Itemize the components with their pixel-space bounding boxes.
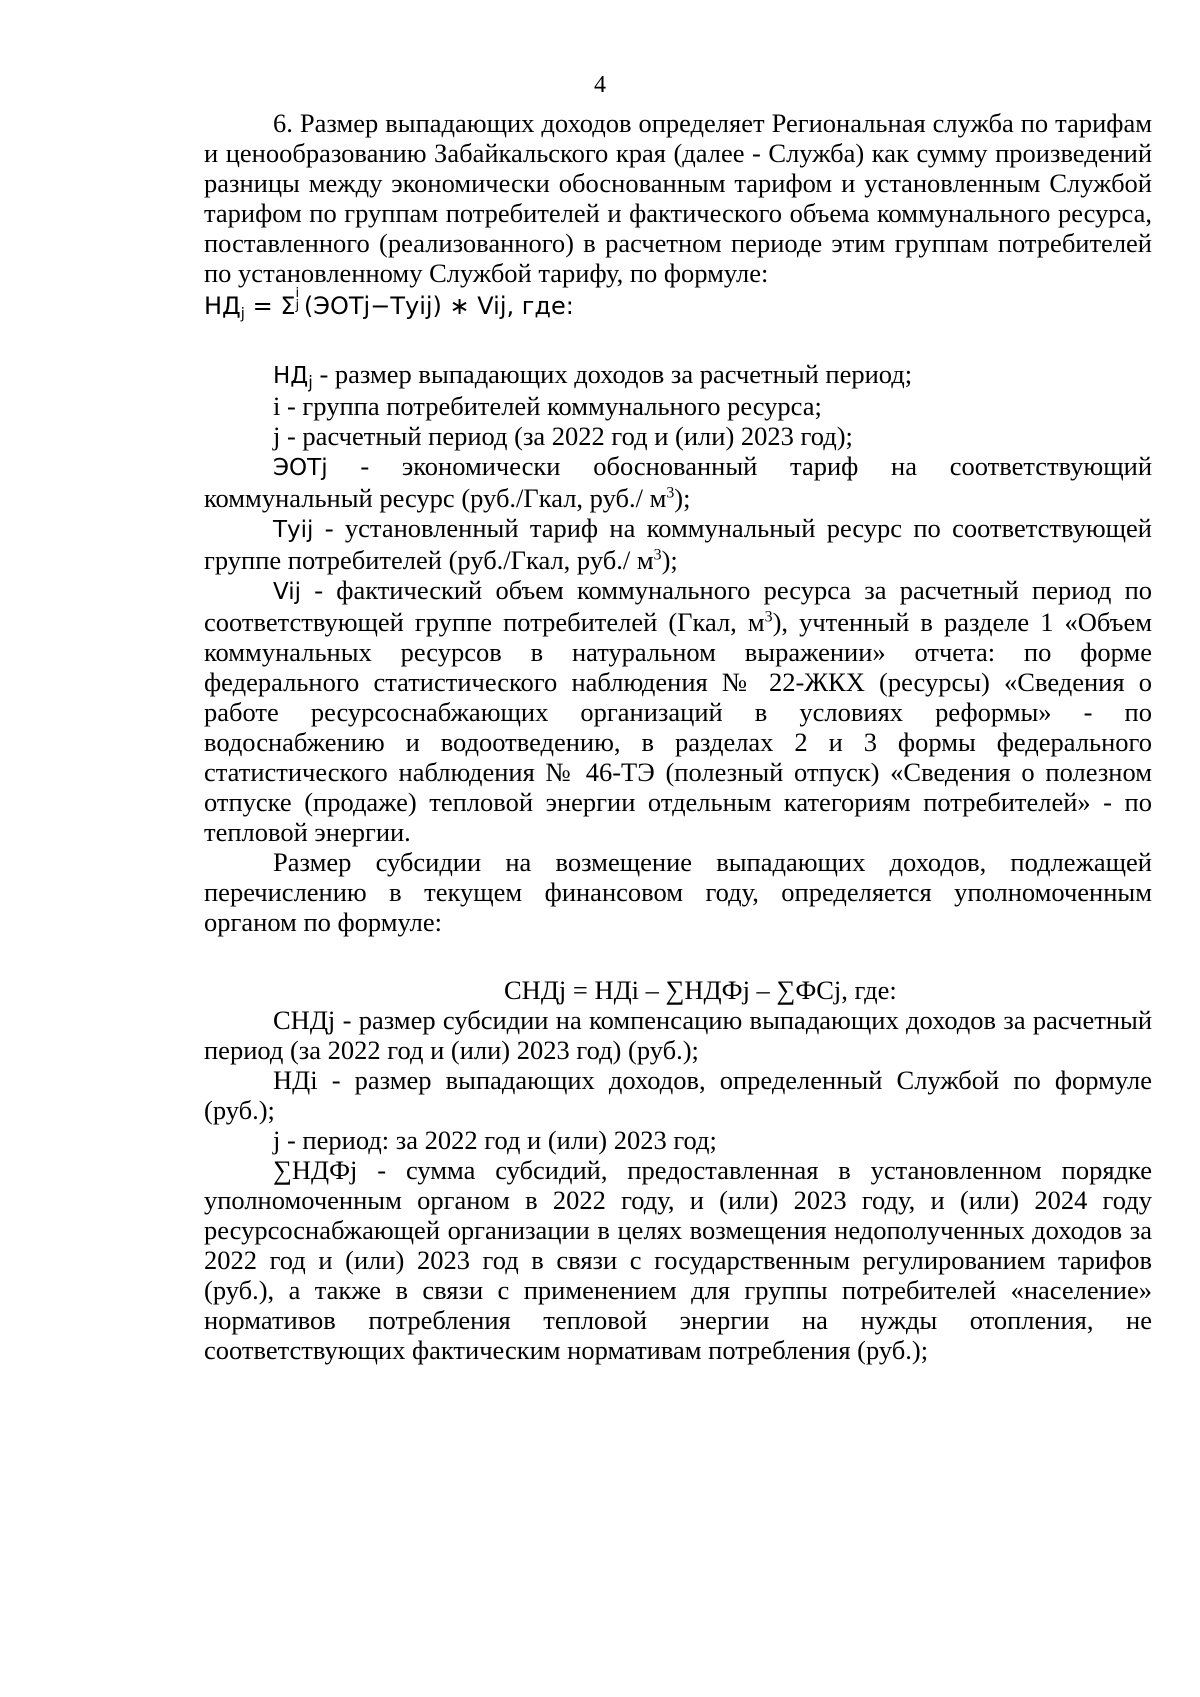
definition-v-symbol: Vij <box>273 579 302 605</box>
definition-snd: СНДj - размер субсидии на компенсацию выпадающих доходов за расчетный период (за 2022 год и (или) 2023 год) (руб.); <box>204 1005 1152 1065</box>
definition-eot-text-end: ); <box>674 483 691 513</box>
definition-tu-text: - установленный тариф на коммунальный ресурс по соответствующей группе потребителей (руб./Гкал, руб./ м <box>204 513 1152 575</box>
spacer <box>204 937 1152 975</box>
definition-period-j: j - период: за 2022 год и (или) 2023 год; <box>273 1125 717 1155</box>
definition-nd-symbol-sub: j <box>308 372 313 392</box>
definition-nd-text: - размер выпадающих доходов за расчетный период; <box>312 359 913 389</box>
page-number: 4 <box>594 72 606 98</box>
formula-nd-body: (ЭОТj−Тyij) ∗ Vij, где: <box>303 292 574 320</box>
definition-eot <box>204 451 1152 513</box>
definition-tu-text-end: ); <box>661 545 678 575</box>
definition-i: i - группа потребителей коммунального ресурса; <box>273 391 822 421</box>
definition-v-text-end: ), учтенный в разделе 1 «Объем коммунальных ресурсов в натуральном выражении» отчета: по форме федерального статистического наблюдения № 22-ЖКХ (ресурсы) «Сведения о работе ресурсоснабжающих организаций в условиях реформы» - по водоснабжению и водоотведению, в разделах 2 и 3 формы федерального статистического наблюдения № 46-ТЭ (полезный отпуск) «Сведения о полезном отпуске (продаже) тепловой энергии отдельным категориям потребителей» - по тепловой энергии. <box>204 607 1152 847</box>
definition-v-text: - фактический объем коммунального ресурса за расчетный период по соответствующей группе потребителей (Гкал, м <box>204 575 1152 637</box>
spacer <box>204 321 1152 359</box>
definition-tu-sup: 3 <box>653 546 662 564</box>
formula-snd: СНДj = НДi – ∑НДФj – ∑ФСj, где: <box>504 975 897 1005</box>
document-body <box>204 108 1152 1365</box>
formula-nd-sigma-limits <box>295 285 303 314</box>
definition-v <box>204 575 1152 847</box>
formula-nd-sigma: Σ <box>280 292 296 320</box>
definition-nd-symbol: НД <box>273 363 309 389</box>
definition-tu <box>204 513 1152 575</box>
formula-nd-sigma-sup: i <box>295 285 300 301</box>
paragraph-6: 6. Размер выпадающих доходов определяет Региональная служба по тарифам и ценообразованию Забайкальского края (далее - Служба) как сумму произведений разницы между экономически обоснованным тарифом и установленным Службой тарифом по группам потребителей и фактического объема коммунального ресурса, поставленного (реализованного) в расчетном периоде этим группам потребителей по установленному Службой тарифу, по формуле: <box>204 108 1152 288</box>
formula-nd-lhs-sub: j <box>240 304 245 323</box>
definition-tu-symbol: Тyij <box>273 517 314 543</box>
definition-sum-ndf: ∑НДФj - сумма субсидий, предоставленная в установленном порядке уполномоченным органом в 2022 году, и (или) 2023 году, и (или) 2024 году ресурсоснабжающей организации в целях возмещения недополученных доходов за 2022 год и (или) 2023 год в связи с государственным регулированием тарифов (руб.), а также в связи с применением для группы потребителей «население» нормативов потребления тепловой энергии на нужды отопления, не соответствующих фактическим нормативам потребления (руб.); <box>204 1155 1152 1365</box>
definition-v-sup: 3 <box>764 608 773 626</box>
definition-j: j - расчетный период (за 2022 год и (или) 2023 год); <box>273 421 853 451</box>
definition-eot-text: - экономически обоснованный тариф на соответствующий коммунальный ресурс (руб./Гкал, руб./ м <box>204 451 1152 513</box>
definition-eot-symbol: ЭОТj <box>273 455 328 481</box>
formula-nd-lhs: НД <box>204 292 241 320</box>
formula-nd <box>204 285 1152 323</box>
formula-nd-equals: = <box>244 292 281 320</box>
definition-eot-sup: 3 <box>666 484 675 502</box>
paragraph-subsidy: Размер субсидии на возмещение выпадающих доходов, подлежащей перечислению в текущем финансовом году, определяется уполномоченным органом по формуле: <box>204 847 1152 937</box>
definition-ndi: НДi - размер выпадающих доходов, определенный Службой по формуле (руб.); <box>204 1065 1152 1125</box>
formula-nd-sigma-sub: j <box>295 297 300 313</box>
definition-nd <box>204 359 1152 391</box>
